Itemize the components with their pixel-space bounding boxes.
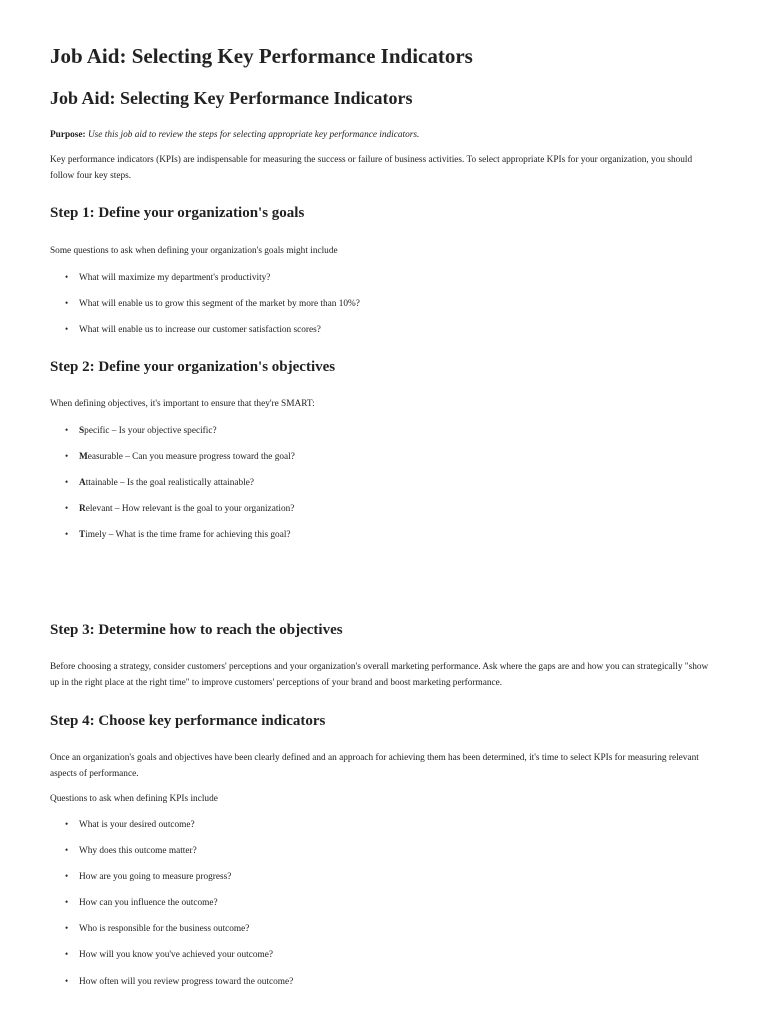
bullet-icon: •: [65, 819, 69, 829]
step4-body: Once an organization's goals and objectives have been clearly defined and an approach for achieving them has been determined, it's time to select KPIs for measuring relevant aspects of performance.: [50, 753, 699, 779]
step1-lead: Some questions to ask when defining your organization's goals might include: [50, 246, 338, 256]
list-item: • How can you influence the outcome?: [65, 897, 218, 908]
document-subtitle: Job Aid: Selecting Key Performance Indicators: [50, 88, 413, 108]
bullet-icon: •: [65, 845, 69, 855]
purpose-paragraph: [50, 128, 718, 144]
step4-lead: Questions to ask when defining KPIs include: [50, 794, 218, 804]
bullet-icon: •: [65, 503, 69, 513]
step4-heading: Step 4: Choose key performance indicators: [50, 713, 326, 729]
bullet-icon: •: [65, 425, 69, 435]
list-item: • How will you know you've achieved your outcome?: [65, 949, 274, 960]
bullet-icon: •: [65, 923, 69, 933]
bullet-icon: •: [65, 272, 69, 282]
bullet-icon: •: [65, 324, 69, 334]
list-item: • What is your desired outcome?: [65, 819, 195, 830]
list-item: • How often will you review progress toward the outcome?: [65, 976, 294, 987]
list-item: • Measurable – Can you measure progress toward the goal?: [65, 451, 295, 462]
bullet-icon: •: [65, 949, 69, 959]
list-item: • Timely – What is the time frame for achieving this goal?: [65, 529, 291, 540]
list-item: • Attainable – Is the goal realistically attainable?: [65, 477, 255, 488]
step1-heading: Step 1: Define your organization's goals: [50, 205, 305, 221]
bullet-icon: •: [65, 529, 69, 539]
purpose-text: Use this job aid to review the steps for selecting appropriate key performance indicators.: [87, 130, 420, 140]
list-item: • Who is responsible for the business outcome?: [65, 923, 250, 934]
step2-heading: Step 2: Define your organization's objectives: [50, 359, 336, 375]
bullet-icon: •: [65, 451, 69, 461]
list-item: • What will enable us to grow this segment of the market by more than 10%?: [65, 298, 360, 309]
bullet-icon: •: [65, 871, 69, 881]
step2-lead: When defining objectives, it's important to ensure that they're SMART:: [50, 399, 315, 409]
purpose-label: Purpose:: [50, 130, 86, 140]
document-title: Job Aid: Selecting Key Performance Indicators: [50, 44, 473, 68]
list-item: • What will maximize my department's productivity?: [65, 272, 271, 283]
bullet-icon: •: [65, 976, 69, 986]
bullet-icon: •: [65, 477, 69, 487]
bullet-icon: •: [65, 298, 69, 308]
step3-body: Before choosing a strategy, consider customers' perceptions and your organization's overall marketing performance. Ask where the gaps are and how you can strategically "show up in the right place at the right time" to improve customers' perceptions of your brand and boost marketing performance.: [50, 662, 709, 688]
list-item: • Specific – Is your objective specific?: [65, 425, 217, 436]
intro-paragraph: Key performance indicators (KPIs) are indispensable for measuring the success or failure of business activities. To select appropriate KPIs for your organization, you should follow four key steps.: [50, 155, 693, 181]
step3-heading: Step 3: Determine how to reach the objectives: [50, 622, 343, 638]
list-item: • Why does this outcome matter?: [65, 845, 197, 856]
list-item: • Relevant – How relevant is the goal to your organization?: [65, 503, 295, 514]
list-item: • What will enable us to increase our customer satisfaction scores?: [65, 324, 321, 335]
bullet-icon: •: [65, 897, 69, 907]
list-item: • How are you going to measure progress?: [65, 871, 232, 882]
